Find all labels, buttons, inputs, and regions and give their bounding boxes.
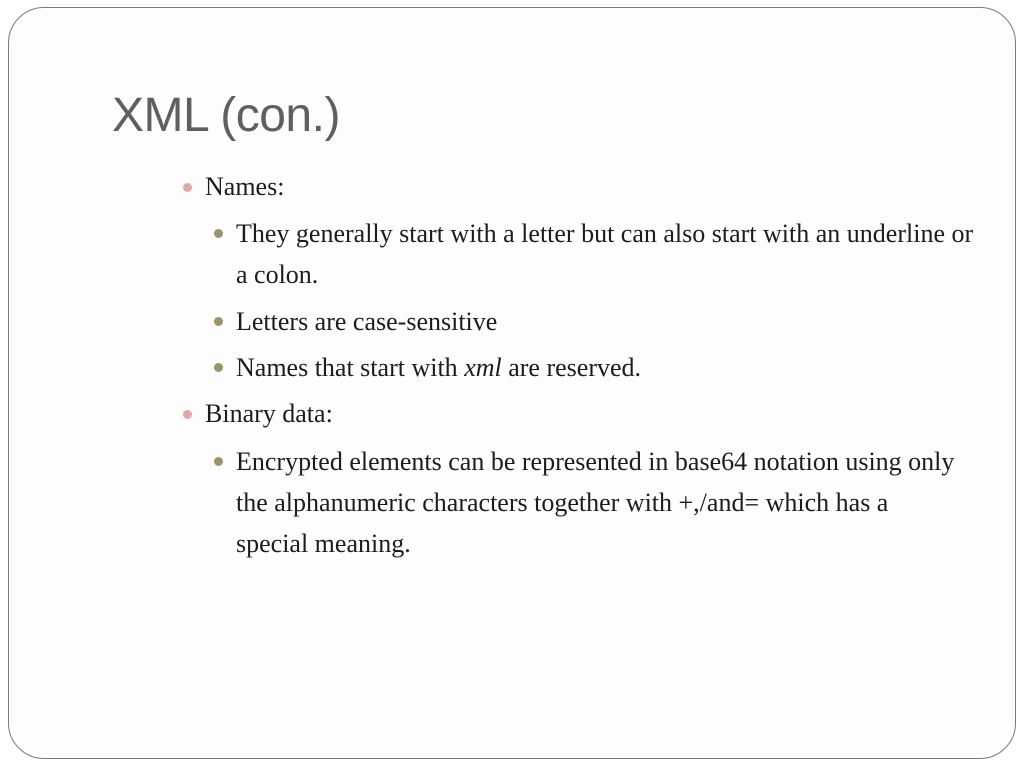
sub-bullet-text: Names that start with <box>236 353 465 382</box>
sub-bullet-text: are reserved. <box>501 353 642 382</box>
bullet-dot-icon <box>214 457 223 466</box>
slide-title: XML (con.) <box>112 89 340 142</box>
bullet-binary-data: Binary data: <box>205 399 333 428</box>
bullet-dot-icon <box>214 229 223 238</box>
bullet-names: Names: <box>205 172 285 201</box>
sub-bullet-case-sensitive: Letters are case-sensitive <box>236 307 498 336</box>
bullet-dot-icon <box>214 317 223 326</box>
bullet-dot-icon <box>183 183 192 192</box>
sub-bullet-xml-reserved <box>236 347 976 388</box>
sub-bullet-italic: xml <box>464 353 502 382</box>
sub-bullet-name-start: They generally start with a letter but can also start with an underline or a colon. <box>236 219 974 289</box>
sub-bullet-base64: Encrypted elements can be represented in base64 notation using only the alphanumeric characters together with +,/and= which has a special meaning. <box>236 447 955 558</box>
bullet-dot-icon <box>214 363 223 372</box>
bullet-dot-icon <box>183 410 192 419</box>
